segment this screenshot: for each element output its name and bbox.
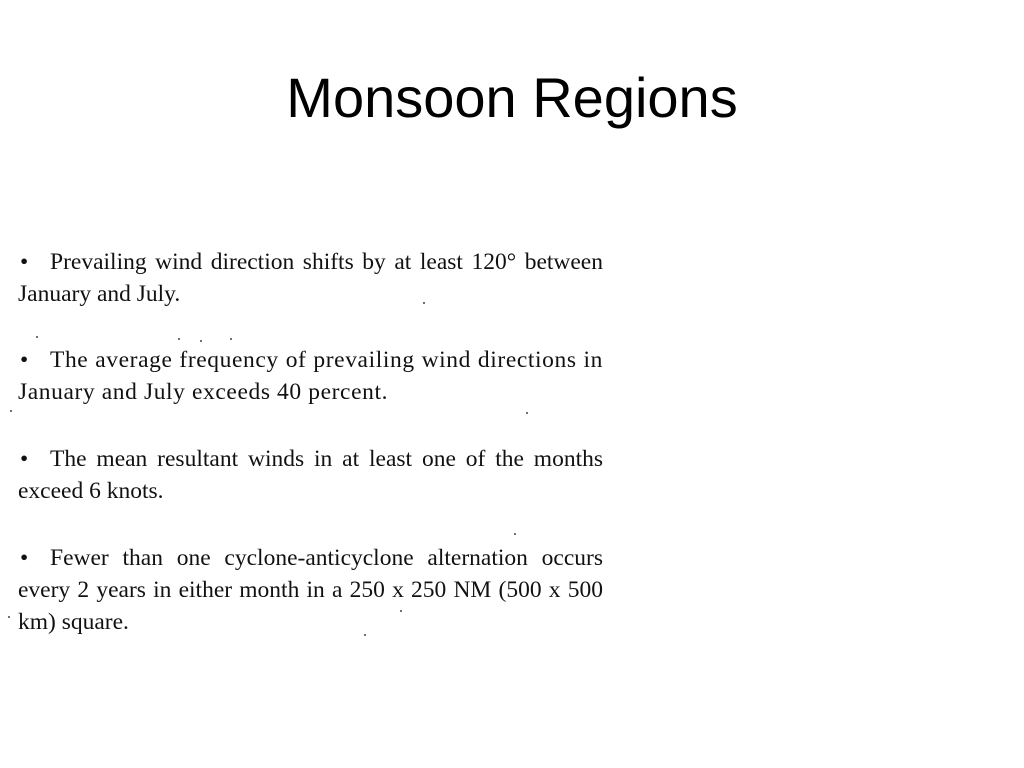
criterion-text: Fewer than one cyclone-anticyclone alternation occurs every 2 years in either month in a 250 x 250 NM (500 x 500 km) square. bbox=[18, 545, 603, 635]
scan-speck bbox=[178, 338, 180, 340]
scan-speck bbox=[514, 533, 516, 535]
scan-speck bbox=[36, 336, 38, 338]
criterion-item bbox=[18, 443, 603, 507]
criterion-item bbox=[18, 246, 603, 310]
scan-speck bbox=[526, 412, 528, 414]
scan-speck bbox=[364, 634, 366, 636]
bullet-icon: • bbox=[20, 446, 29, 472]
scan-speck bbox=[230, 338, 232, 340]
criterion-text: The mean resultant winds in at least one of the months exceed 6 knots. bbox=[18, 446, 603, 504]
criterion-item bbox=[18, 542, 603, 638]
criterion-item bbox=[18, 344, 603, 408]
bullet-icon: • bbox=[20, 249, 29, 275]
scanned-criteria-image bbox=[18, 238, 618, 658]
scan-speck bbox=[200, 340, 202, 342]
scan-speck bbox=[400, 610, 402, 612]
criterion-text: The average frequency of prevailing wind directions in January and July exceeds 40 percent. bbox=[18, 347, 603, 405]
scan-speck bbox=[10, 410, 12, 412]
scan-speck bbox=[8, 616, 10, 618]
scan-speck bbox=[423, 302, 425, 304]
criterion-text: Prevailing wind direction shifts by at least 120° between January and July. bbox=[18, 249, 603, 307]
slide-title: Monsoon Regions bbox=[286, 66, 738, 129]
bullet-icon: • bbox=[20, 545, 29, 571]
bullet-icon: • bbox=[20, 347, 29, 373]
